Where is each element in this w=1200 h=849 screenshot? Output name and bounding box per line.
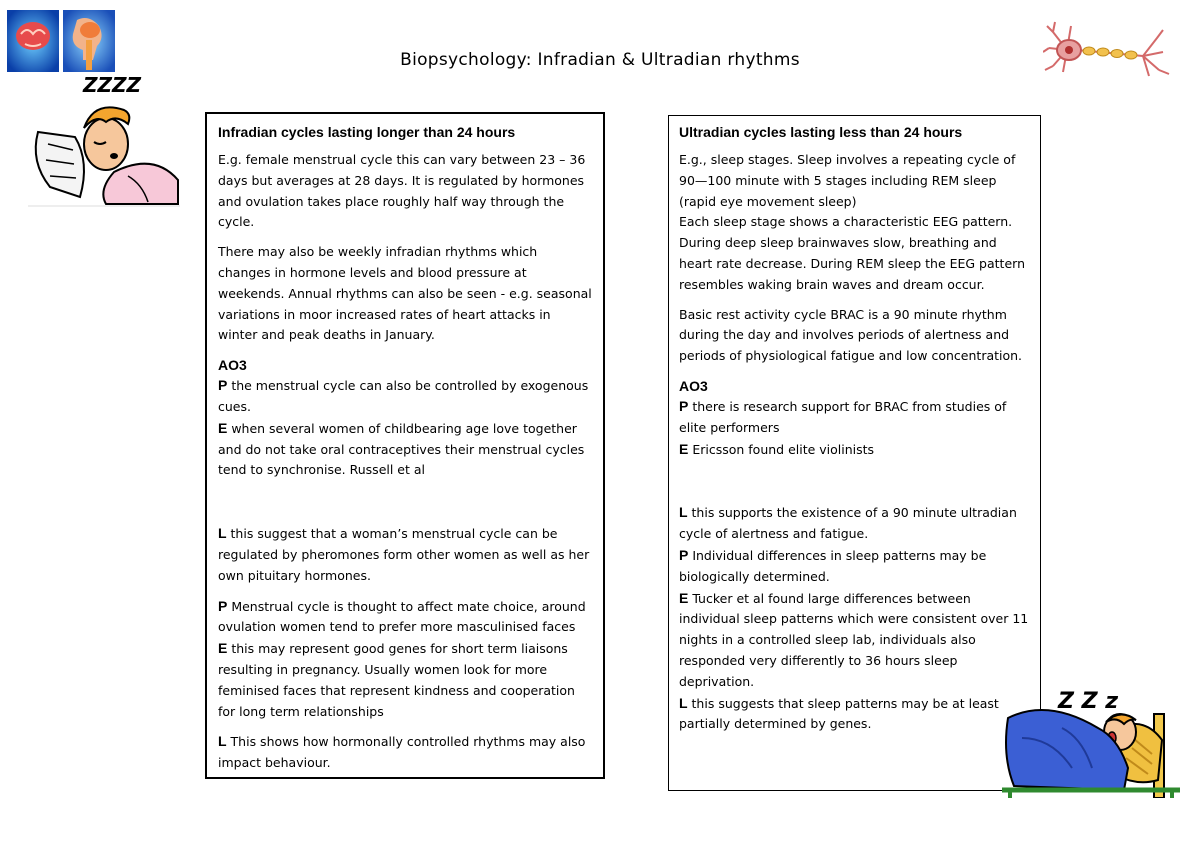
ultradian-eeg: Each sleep stage shows a characteristic EEG pattern. During deep sleep brainwaves slow, breathing and heart rate decrease. During REM sleep the EEG pattern resembles waking brain waves and dream occur. <box>679 214 1025 292</box>
ultradian-evidence-1: E Ericsson found elite violinists <box>679 440 875 457</box>
ultradian-brac: Basic rest activity cycle BRAC is a 90 minute rhythm during the day and involves periods of alertness and periods of physiological fatigue and low concentration. <box>679 306 1023 364</box>
infradian-weekly: There may also be weekly infradian rhythms which changes in hormone levels and blood pressure at weekends. Annual rhythms can also be seen - e.g. seasonal variations in moor increased rates of heart attacks in winter and peak deaths in January. <box>218 244 592 343</box>
infradian-box <box>205 112 605 779</box>
infradian-point-2: P Menstrual cycle is thought to affect mate choice, around ovulation women tend to prefer more masculinised faces <box>218 597 586 635</box>
ultradian-evidence-2: E Tucker et al found large differences between individual sleep patterns which were consistent over 11 nights in a controlled sleep lab, individuals also responded very differently to 36 hours sleep deprivation. <box>679 589 1029 689</box>
infradian-point-1: P the menstrual cycle can also be controlled by exogenous cues. <box>218 377 589 414</box>
infradian-heading: Infradian cycles lasting longer than 24 hours <box>218 124 516 140</box>
brain-scan-icon <box>7 10 115 72</box>
zzz-label-bottom: Z Z z <box>1058 689 1119 714</box>
infradian-ao3-heading: AO3 <box>218 357 247 374</box>
neuron-icon <box>1043 18 1173 84</box>
infradian-example: E.g. female menstrual cycle this can vary between 23 – 36 days but averages at 28 days. It is regulated by hormones and ovulation takes place roughly half way through the cycle. <box>218 152 586 230</box>
infradian-evidence-2: E this may represent good genes for short term liaisons resulting in pregnancy. Usually women look for more feminised faces that represent kindness and cooperation for long term relationships <box>218 640 575 719</box>
sleeping-person-icon <box>28 72 180 207</box>
page-title: Biopsychology: Infradian & Ultradian rhythms <box>400 50 800 70</box>
ultradian-point-1: P there is research support for BRAC from studies of elite performers <box>679 397 1007 435</box>
zzz-label-top: ZZZZ <box>83 73 142 97</box>
ultradian-ao3-heading: AO3 <box>679 377 708 394</box>
ultradian-example: E.g., sleep stages. Sleep involves a repeating cycle of 90—100 minute with 5 stages including REM sleep (rapid eye movement sleep) <box>679 152 1016 209</box>
infradian-link-2: L This shows how hormonally controlled rhythms may also impact behaviour. <box>218 733 586 771</box>
ultradian-link-1: L this supports the existence of a 90 minute ultradian cycle of alertness and fatigue. <box>679 504 1017 542</box>
ultradian-box <box>668 115 1041 791</box>
ultradian-point-2: P Individual differences in sleep patterns may be biologically determined. <box>679 546 987 584</box>
ultradian-link-2: L this suggests that sleep patterns may be at least partially determined by genes. <box>679 694 999 732</box>
infradian-link-1: L this suggest that a woman’s menstrual cycle can be regulated by pheromones form other women as well as her own pituitary hormones. <box>218 525 590 583</box>
ultradian-heading: Ultradian cycles lasting less than 24 hours <box>679 124 963 140</box>
sleeping-in-bed-icon <box>1002 678 1180 798</box>
infradian-evidence-1: E when several women of childbearing age love together and do not take oral contraceptives their menstrual cycles tend to synchronise. Russell et al <box>218 419 585 478</box>
